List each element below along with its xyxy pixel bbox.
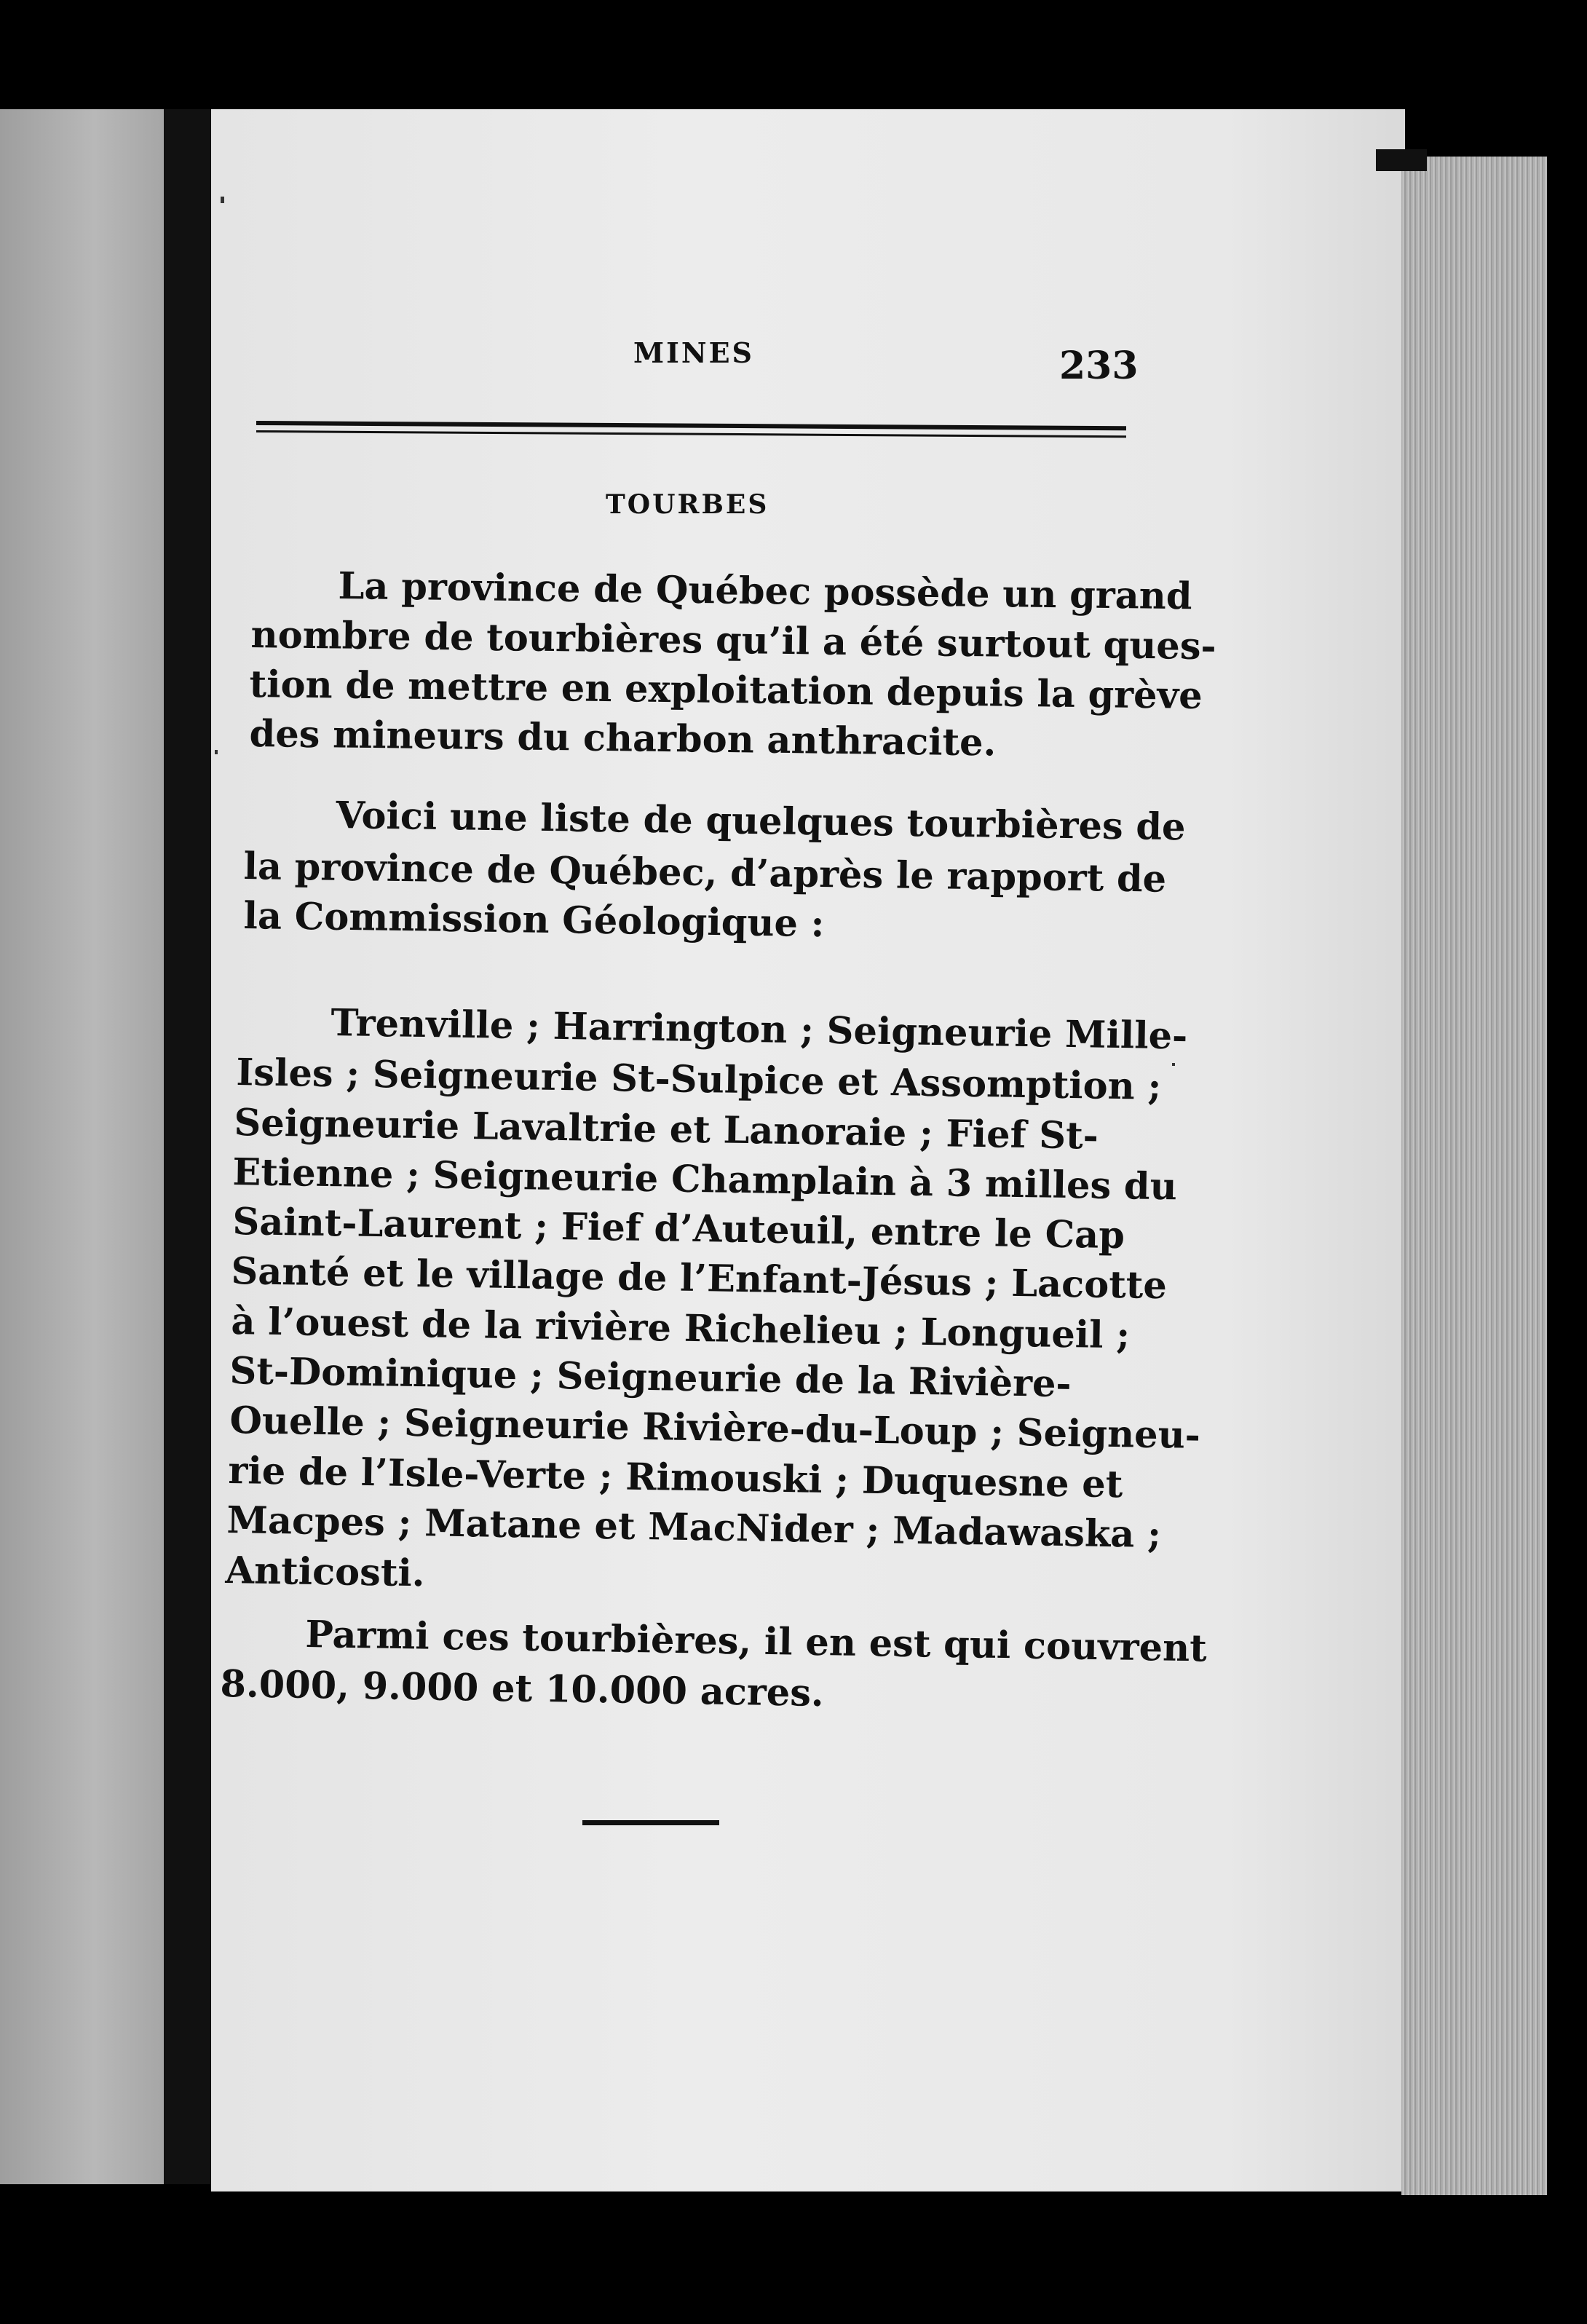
paragraph-line: la Commission Géologique : [243,894,825,946]
paragraph-line: Seigneurie Lavaltrie et Lanoraie ; Fief St- [234,1101,1099,1158]
paragraph-line: rie de l’Isle-Verte ; Rimouski ; Duquesne et [228,1449,1123,1507]
scan-speck [221,197,224,203]
page-number: 233 [1059,344,1139,388]
paragraph-line: Parmi ces tourbières, il en est qui couvrent [305,1613,1208,1671]
paragraph-line: Macpes ; Matane et MacNider ; Madawaska ; [226,1498,1162,1557]
scan-speck [215,750,218,754]
left-page-edge [0,109,171,2184]
paragraph-line: Isles ; Seigneurie St-Sulpice et Assomption ; [236,1051,1162,1109]
paragraph-line: Trenville ; Harrington ; Seigneurie Mille- [331,1001,1188,1059]
book-gutter [164,109,211,2184]
paragraph-line: 8.000, 9.000 et 10.000 acres. [220,1662,825,1716]
paragraph-line: la province de Québec, d’après le rapport de [243,845,1167,901]
section-title: TOURBES [606,489,769,520]
paragraph-line: Saint-Laurent ; Fief d’Auteuil, entre le Cap [232,1200,1125,1258]
paragraph-line: St-Dominique ; Seigneurie de la Rivière- [229,1349,1072,1407]
paragraph-line: Ouelle ; Seigneurie Rivière-du-Loup ; Seigneu- [229,1399,1201,1458]
paragraph-line: La province de Québec possède un grand [338,564,1192,619]
paragraph-line: nombre de tourbières qu’il a été surtout ques- [250,613,1217,669]
paragraph-line: à l’ouest de la rivière Richelieu ; Longueil ; [231,1300,1131,1358]
closing-rule [582,1820,719,1825]
paragraph-line: Voici une liste de quelques tourbières de [336,794,1186,850]
running-head: MINES [633,336,754,369]
paragraph-line: Anticosti. [225,1549,426,1596]
paragraph-line: des mineurs du charbon anthracite. [249,712,997,765]
paragraph-line: Santé et le village de l’Enfant-Jésus ; Lacotte [231,1249,1168,1308]
paragraph-line: tion de mettre en exploitation depuis la grève [249,663,1203,718]
paragraph-line: Etienne ; Seigneurie Champlain à 3 milles du [232,1150,1178,1209]
page-stack-edges [1401,157,1547,2195]
page-stack-shadow [1376,149,1427,171]
scan-speck [1172,1063,1175,1066]
